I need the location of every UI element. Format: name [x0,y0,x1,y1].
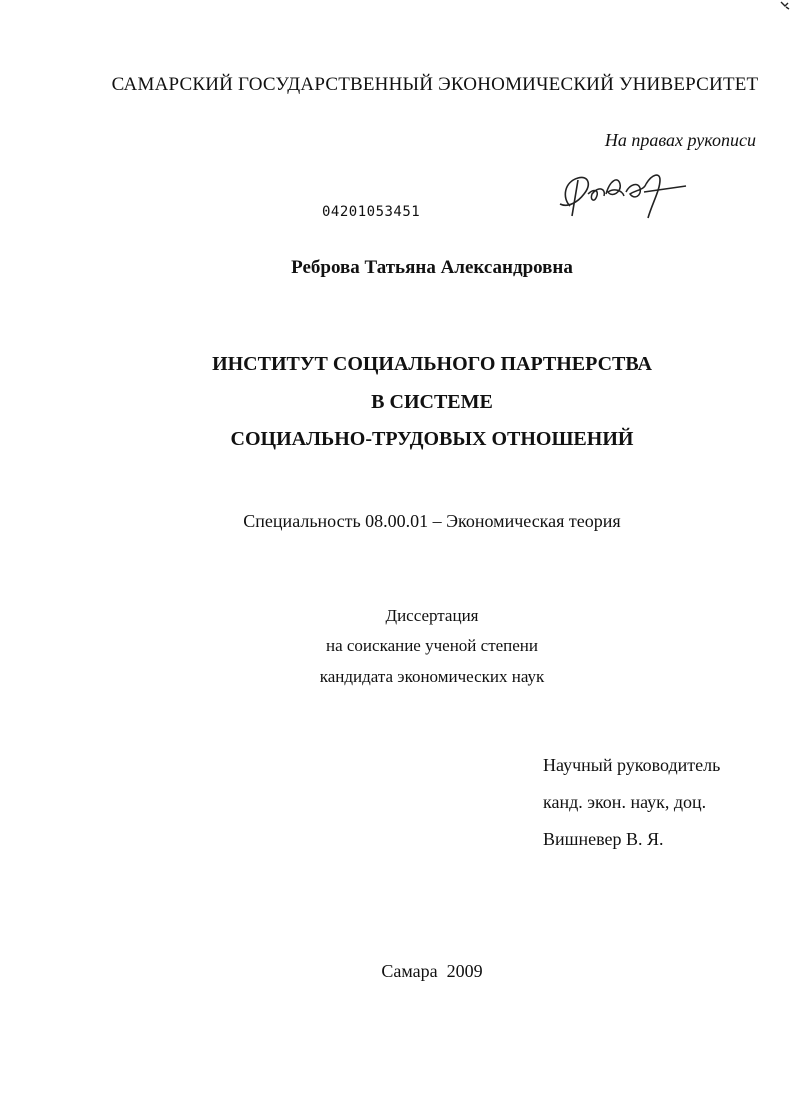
handwritten-signature-icon [548,158,698,228]
supervisor-name: Вишневер В. Я. [543,829,664,849]
document-code: 04201053451 [322,204,421,220]
specialty: Специальность 08.00.01 – Экономическая теория [243,511,621,531]
supervisor-degree: канд. экон. наук, доц. [543,792,707,812]
dissertation-purpose: на соискание ученой степени [325,636,539,655]
dissertation-label: Диссертация [385,606,479,625]
supervisor-role: Научный руководитель [543,755,721,775]
author-name: Реброва Татьяна Александровна [291,257,573,278]
rights-notice: На правах рукописи [604,130,756,150]
university-name: САМАРСКИЙ ГОСУДАРСТВЕННЫЙ ЭКОНОМИЧЕСКИЙ УНИВЕРСИТЕТ [111,74,759,95]
corner-scan-mark-icon [780,0,790,10]
title-line-2: В СИСТЕМЕ [371,391,493,413]
title-line-1: ИНСТИТУТ СОЦИАЛЬНОГО ПАРТНЕРСТВА [212,353,652,375]
city-year-text: Самара 2009 [381,961,483,981]
title-line-3: СОЦИАЛЬНО-ТРУДОВЫХ ОТНОШЕНИЙ [230,428,634,450]
dissertation-degree: кандидата экономических наук [319,667,545,686]
city-year [0,961,792,982]
